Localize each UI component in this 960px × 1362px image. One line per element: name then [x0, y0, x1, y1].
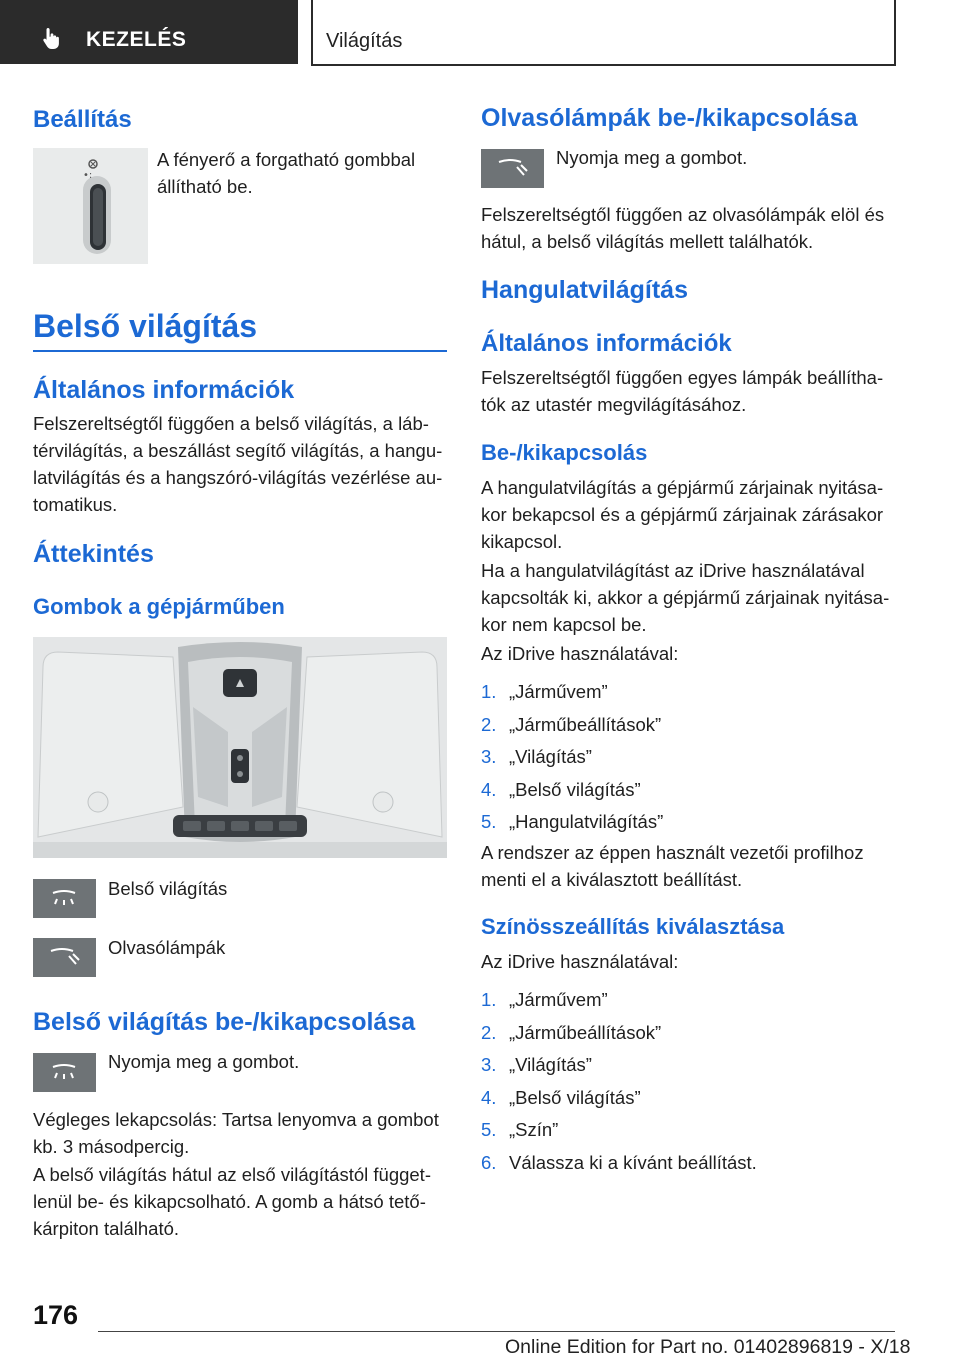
- section-tab: [0, 0, 298, 64]
- reading-light-button-icon-3: [481, 149, 544, 188]
- reading-light-button-icon: [33, 938, 96, 977]
- page-number: 176: [33, 1300, 79, 1330]
- dimmer-knob-image: [33, 148, 148, 264]
- vegleges-text: Végleges lekapcsolás: Tartsa lenyomva a gombot kb. 3 másodpercig.: [33, 1109, 439, 1157]
- edition-label: Online Edition for Part no. 01402896819 - X/18: [505, 1336, 911, 1358]
- edition-text: [505, 1336, 910, 1359]
- list-item-text: „Világítás”: [509, 746, 592, 767]
- altalanos-text-right: Felszereltségtől függően egyes lámpák beállíthatók az utastér megvilágításához.: [481, 367, 884, 415]
- list-item: [481, 1082, 895, 1115]
- szin-heading: Színösszeállítás kiválasztása: [481, 914, 785, 939]
- list-item-text: „Járműbeállítások”: [509, 1021, 662, 1043]
- olvaso-btn-text: Nyomja meg a gombot.: [556, 147, 748, 168]
- bekikapcs-text1: A hangulatvilágítás a gépjármű zárjainak nyitásakor bekapcsol és a gépjármű zárjainak zárásakor kikapcsol.: [481, 477, 884, 552]
- beallitas-heading: Beállítás: [33, 106, 132, 133]
- bekikapcs-text2: Ha a hangulatvilágítást az iDrive használatával kapcsolták ki, akkor a gépjármű zárjainak nyitásakor nem kapcsol be.: [481, 560, 890, 635]
- list-item: [481, 806, 895, 839]
- list-item: [481, 1114, 895, 1147]
- list-item-text: Válassza ki a kívánt beállítást.: [509, 1151, 757, 1173]
- legend-olvaso-label: Olvasólámpák: [108, 937, 226, 958]
- bekikapcs-heading-left: Belső világítás be-/kikapcsolása: [33, 1008, 416, 1036]
- list-item: [481, 1049, 895, 1082]
- list-item-number: 5.: [481, 1119, 497, 1140]
- list-item-number: 3.: [481, 746, 497, 767]
- idrive-intro-2: Az iDrive használatával:: [481, 951, 679, 972]
- belso-vilagitas-heading: Belső világítás: [33, 308, 258, 344]
- list-item: [481, 741, 895, 774]
- interior-light-button-icon-2: [33, 1053, 96, 1092]
- steps-list-1: [481, 676, 895, 839]
- bekikapcs-heading-right: Be-/kikapcsolás: [481, 440, 648, 465]
- altalanos-text-left: Felszereltségtől függően a belső világítás, a lábtérvilágítás, a beszállást segítő világítás, a hangulatvilágítás és a hangszóró-világítás vezérlése automatikus.: [33, 413, 443, 515]
- altalanos-heading-right: Általános információk: [481, 330, 732, 357]
- list-item-number: 2.: [481, 1021, 497, 1043]
- olvaso-heading: Olvasólámpák be-/kikapcsolása: [481, 104, 858, 132]
- list-item-number: 3.: [481, 1054, 497, 1075]
- list-item: [481, 1147, 895, 1180]
- gombok-heading: Gombok a gépjárműben: [33, 594, 285, 619]
- svg-text:•:: •:: [83, 170, 93, 181]
- list-item-number: 1.: [481, 989, 497, 1010]
- list-item-text: „Belső világítás”: [509, 778, 641, 800]
- list-item: [481, 709, 895, 742]
- list-item-text: „Hangulatvilágítás”: [509, 811, 664, 832]
- heading-rule: [33, 350, 447, 352]
- chapter-title: Világítás: [326, 30, 403, 52]
- bekikapcs-text-left: Nyomja meg a gombot.: [108, 1051, 300, 1072]
- hand-pointer-icon: [40, 26, 64, 50]
- hangulat-heading: Hangulatvilágítás: [481, 276, 688, 304]
- idrive-intro-1: Az iDrive használatával:: [481, 643, 679, 664]
- list-item-text: „Járművem”: [509, 989, 608, 1010]
- list-item-text: „Járműbeállítások”: [509, 713, 662, 735]
- attekintes-heading: Áttekintés: [33, 540, 154, 568]
- footer-rule: [98, 1331, 895, 1332]
- list-item-text: „Szín”: [509, 1119, 559, 1140]
- rendszer-text: A rendszer az éppen használt vezetői profilhoz menti el a kiválasztott beállítást.: [481, 842, 864, 890]
- altalanos-heading-left: Általános információk: [33, 376, 295, 404]
- list-item: [481, 774, 895, 807]
- legend-belso-label: Belső világítás: [108, 878, 228, 899]
- olvaso-text: Felszereltségtől függően az olvasólámpák elöl és hátul, a belső világítás mellett találhatók.: [481, 204, 885, 252]
- list-item-text: „Járművem”: [509, 681, 608, 702]
- list-item-text: „Belső világítás”: [509, 1086, 641, 1108]
- interior-light-button-icon: [33, 879, 96, 918]
- list-item: [481, 984, 895, 1017]
- hatul-text: A belső világítás hátul az első világítástól függetlenül be- és kikapcsolható. A gomb a hátsó tetőkárpiton található.: [33, 1164, 431, 1239]
- list-item-number: 5.: [481, 811, 497, 832]
- beallitas-text: A fényerő a forgatható gombbal állítható be.: [157, 149, 416, 197]
- list-item-text: „Világítás”: [509, 1054, 592, 1075]
- list-item: [481, 676, 895, 709]
- list-item-number: 2.: [481, 713, 497, 735]
- list-item-number: 4.: [481, 778, 497, 800]
- list-item-number: 6.: [481, 1151, 497, 1173]
- chapter-header: [311, 0, 896, 66]
- overhead-console-image: [33, 637, 447, 858]
- list-item: [481, 1017, 895, 1050]
- list-item-number: 4.: [481, 1086, 497, 1108]
- list-item-number: 1.: [481, 681, 497, 702]
- section-tab-label: KEZELÉS: [86, 28, 187, 51]
- steps-list-2: [481, 984, 895, 1179]
